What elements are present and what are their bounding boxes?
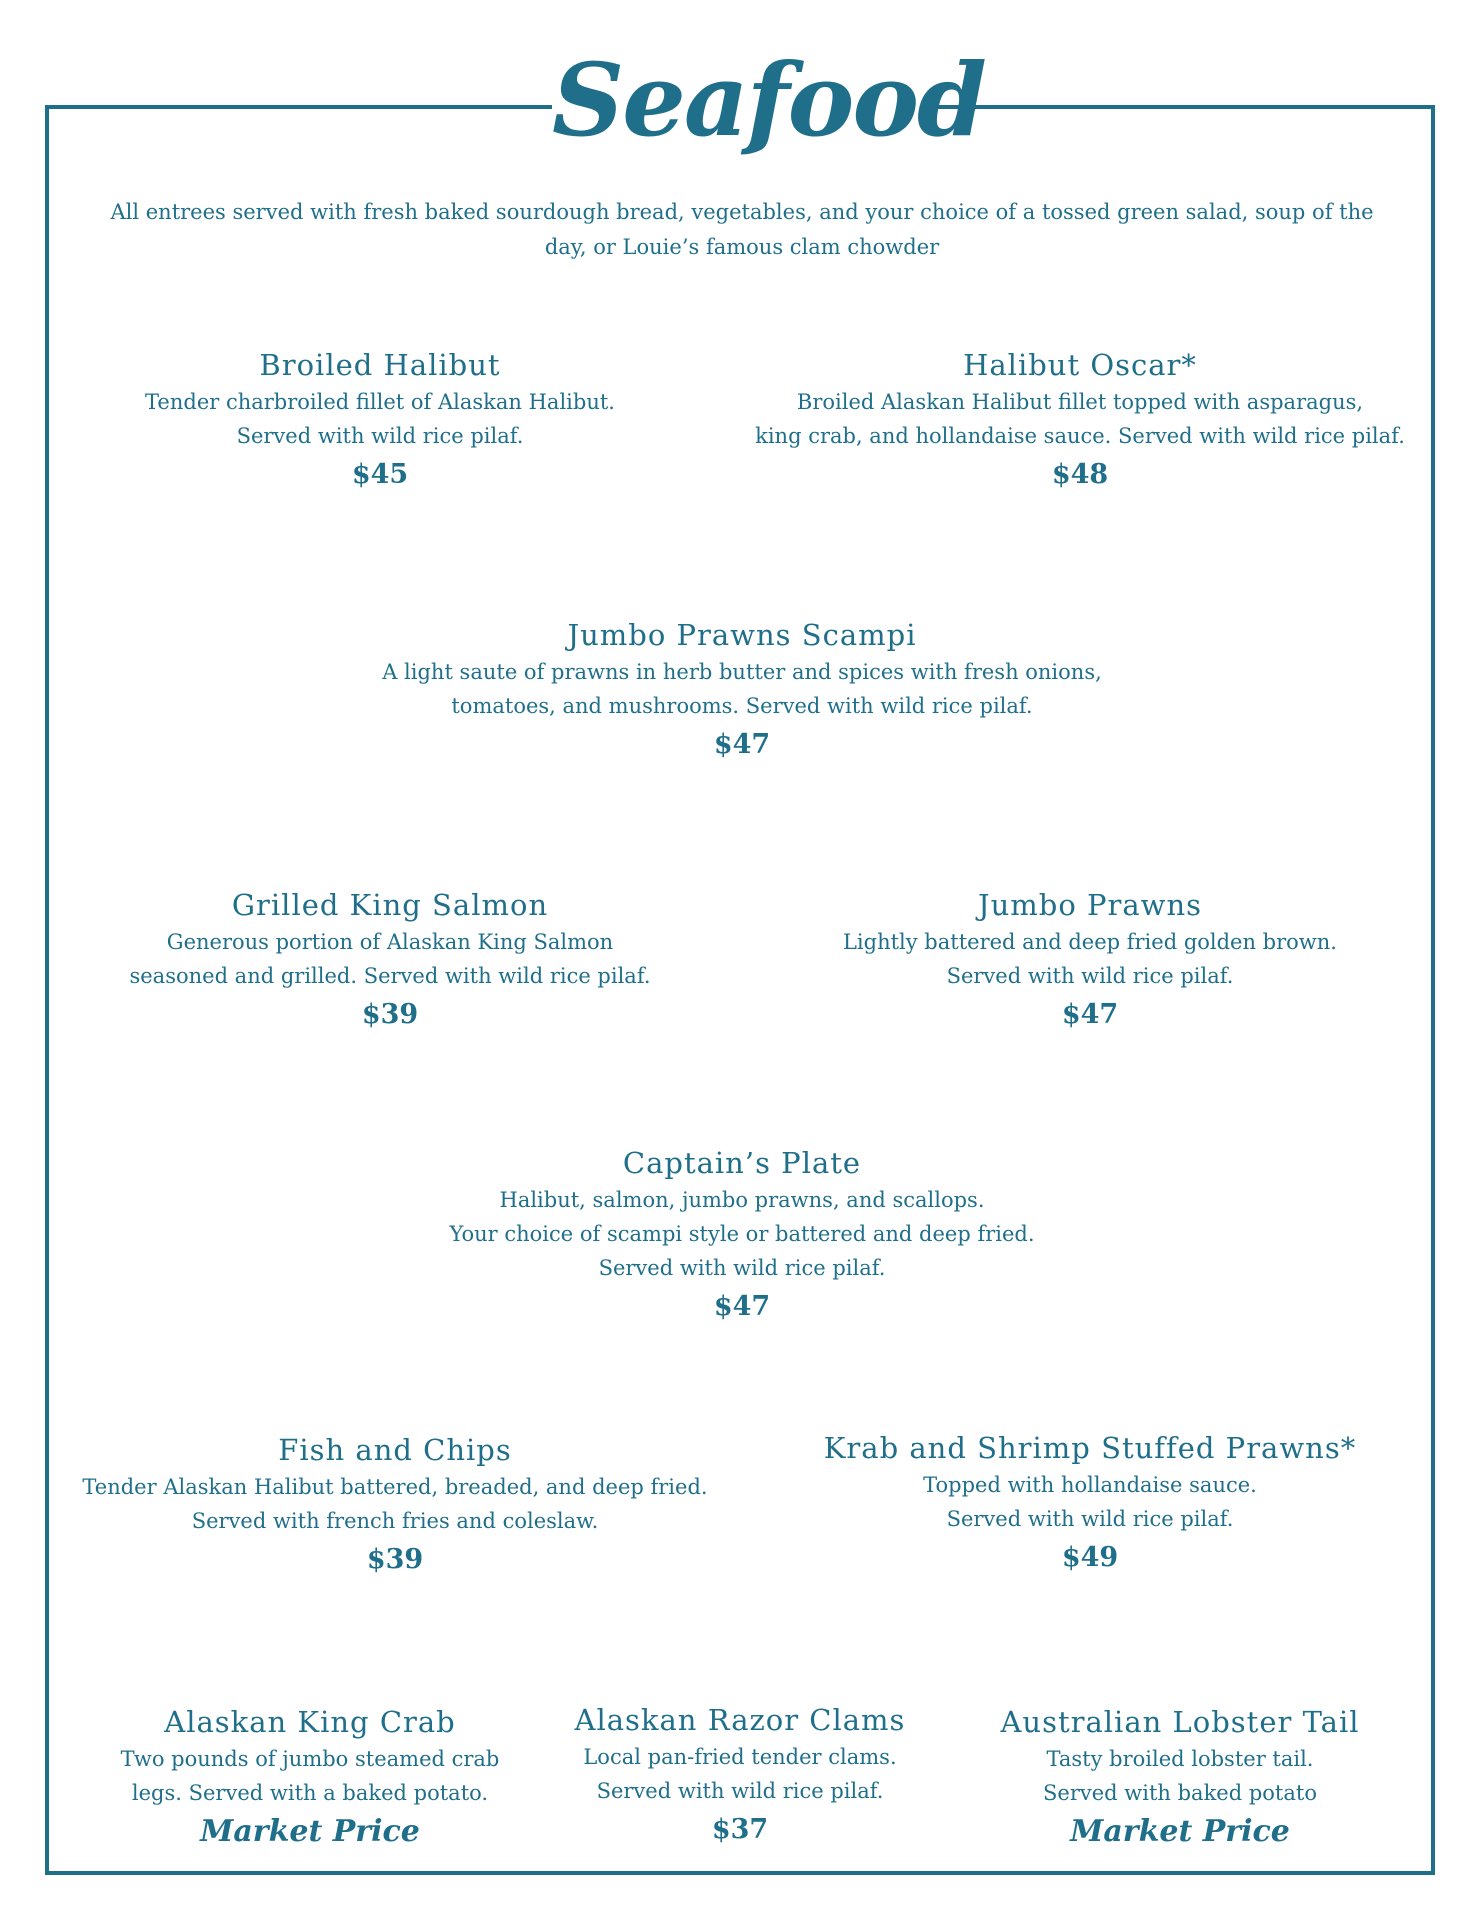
menu-item-halibut-oscar — [730, 345, 1430, 497]
item-price: Market Price — [1070, 1814, 1290, 1849]
item-price: $37 — [711, 1814, 769, 1845]
menu-item-krab-shrimp-stuffed-prawns — [790, 1428, 1390, 1580]
item-description-line: Broiled Alaskan Halibut fillet topped with asparagus, — [796, 390, 1364, 414]
item-description-line: seasoned and grilled. Served with wild rice pilaf. — [129, 964, 651, 988]
menu-item-australian-lobster-tail — [960, 1702, 1400, 1854]
item-description-line: Served with wild rice pilaf. — [236, 424, 524, 448]
item-name: Halibut Oscar* — [963, 348, 1197, 382]
item-name: Krab and Shrimp Stuffed Prawns* — [823, 1431, 1357, 1465]
item-name: Jumbo Prawns Scampi — [567, 618, 917, 652]
item-price: $39 — [361, 999, 419, 1030]
item-price: $49 — [1061, 1542, 1119, 1573]
item-description — [90, 1742, 530, 1810]
item-description-line: legs. Served with a baked potato. — [131, 1781, 489, 1805]
item-description-line: Served with wild rice pilaf. — [946, 1507, 1234, 1531]
item-name: Captain’s Plate — [622, 1146, 862, 1180]
item-price: $47 — [713, 729, 771, 760]
item-description-line: Topped with hollandaise sauce. — [923, 1473, 1257, 1497]
item-name: Jumbo Prawns — [977, 888, 1203, 922]
item-name: Alaskan Razor Clams — [574, 1703, 906, 1737]
item-description — [545, 1740, 935, 1808]
item-description — [960, 1742, 1400, 1810]
item-description-line: tomatoes, and mushrooms. Served with wild rice pilaf. — [451, 694, 1033, 718]
item-price: $45 — [351, 459, 409, 490]
item-price: $48 — [1051, 459, 1109, 490]
item-name: Broiled Halibut — [259, 348, 501, 382]
item-description — [730, 385, 1430, 453]
item-description-line: Your choice of scampi style or battered and deep fried. — [449, 1222, 1035, 1246]
item-description-line: Served with wild rice pilaf. — [946, 964, 1234, 988]
item-description-line: Served with wild rice pilaf. — [598, 1256, 886, 1280]
menu-item-grilled-king-salmon — [90, 885, 690, 1037]
item-description — [790, 1468, 1390, 1536]
menu-item-fish-and-chips — [70, 1430, 720, 1582]
item-description — [70, 385, 690, 453]
item-description-line: Halibut, salmon, jumbo prawns, and scallops. — [499, 1188, 985, 1212]
item-description-line: Two pounds of jumbo steamed crab — [120, 1747, 500, 1771]
item-description-line: Tender charbroiled fillet of Alaskan Halibut. — [145, 390, 615, 414]
item-price: $47 — [1061, 999, 1119, 1030]
menu-item-jumbo-prawns — [790, 885, 1390, 1037]
item-description-line: Served with baked potato — [1043, 1781, 1317, 1805]
item-description-line: Generous portion of Alaskan King Salmon — [166, 930, 614, 954]
menu-item-alaskan-king-crab — [90, 1702, 530, 1854]
item-name: Australian Lobster Tail — [1000, 1705, 1360, 1739]
item-price: $47 — [713, 1291, 771, 1322]
item-price: Market Price — [200, 1814, 420, 1849]
menu-item-alaskan-razor-clams — [545, 1700, 935, 1852]
item-description — [790, 925, 1390, 993]
item-description-line: Local pan-fried tender clams. — [583, 1745, 897, 1769]
item-description — [70, 1470, 720, 1538]
intro-line: and your choice of a tossed green salad, soup of the day, or Louie’s famous clam chowder — [544, 200, 1374, 259]
item-description-line: Served with wild rice pilaf. — [596, 1779, 884, 1803]
item-description-line: Tasty broiled lobster tail. — [1046, 1747, 1314, 1771]
item-name: Grilled King Salmon — [231, 888, 549, 922]
item-description-line: Lightly battered and deep fried golden brown. — [842, 930, 1337, 954]
item-description-line: king crab, and hollandaise sauce. Served with wild rice pilaf. — [755, 424, 1405, 448]
menu-item-broiled-halibut — [70, 345, 690, 497]
item-description-line: A light saute of prawns in herb butter and spices with fresh onions, — [382, 660, 1102, 684]
item-description — [292, 655, 1192, 723]
menu-title: Seafood — [552, 41, 985, 159]
item-description — [392, 1183, 1092, 1285]
menu-intro — [100, 195, 1384, 265]
item-name: Fish and Chips — [278, 1433, 512, 1467]
item-description — [90, 925, 690, 993]
item-description-line: Served with french fries and coleslaw. — [191, 1509, 599, 1533]
menu-item-captains-plate — [392, 1143, 1092, 1329]
item-price: $39 — [366, 1544, 424, 1575]
menu-item-jumbo-prawns-scampi — [292, 615, 1192, 767]
item-description-line: Tender Alaskan Halibut battered, breaded, and deep fried. — [82, 1475, 708, 1499]
item-name: Alaskan King Crab — [164, 1705, 456, 1739]
intro-line: All entrees served with fresh baked sourdough bread, vegetables, — [110, 200, 813, 224]
